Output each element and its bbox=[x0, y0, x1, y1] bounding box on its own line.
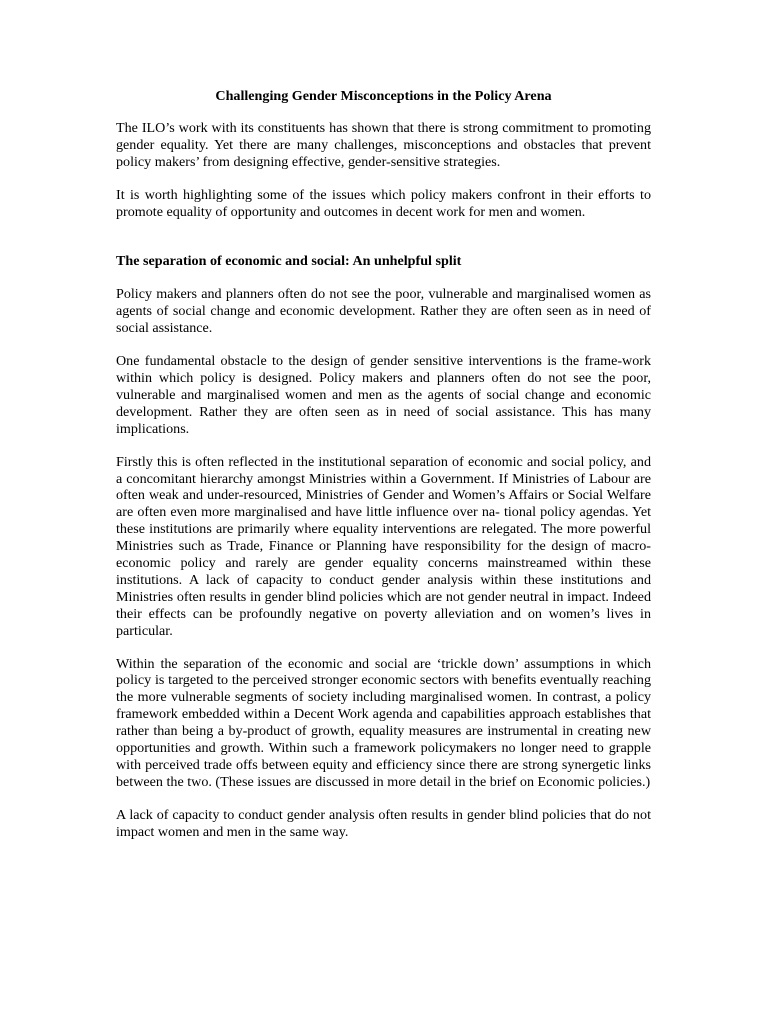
intro-paragraph-1: The ILO’s work with its constituents has shown that there is strong commitment to promoting gender equality. Yet there are many challenges, misconceptions and obstacles that prevent policy makers’ from designing effective, gender-sensitive strategies. bbox=[116, 119, 651, 170]
section-paragraph-5: A lack of capacity to conduct gender analysis often results in gender blind policies that do not impact women and men in the same way. bbox=[116, 806, 651, 840]
intro-paragraph-2: It is worth highlighting some of the issues which policy makers confront in their efforts to promote equality of opportunity and outcomes in decent work for men and women. bbox=[116, 186, 651, 220]
document-title: Challenging Gender Misconceptions in the Policy Arena bbox=[215, 88, 552, 104]
document-page bbox=[116, 88, 651, 857]
section-paragraph-4: Within the separation of the economic and social are ‘trickle down’ assumptions in which policy is targeted to the perceived stronger economic sectors with benefits eventually reaching the more vulnerable segments of society including marginalised women. In contrast, a policy framework embedded within a Decent Work agenda and capabilities approach establishes that rather than being a by-product of growth, equality measures are instrumental in creating new opportunities and growth. Within such a framework policymakers no longer need to grapple with perceived trade offs between equity and efficiency since there are strong synergetic links between the two. (These issues are discussed in more detail in the brief on Economic policies.) bbox=[116, 655, 651, 790]
section-paragraph-2: One fundamental obstacle to the design of gender sensitive interventions is the frame-work within which policy is designed. Policy makers and planners often do not see the poor, vulnerable and marginalised women and men as the agents of social change and economic development. Rather they are often seen as in need of social assistance. This has many implications. bbox=[116, 353, 651, 437]
section-paragraph-1: Policy makers and planners often do not see the poor, vulnerable and marginalised women as agents of social change and economic development. Rather they are often seen as in need of social assistance. bbox=[116, 286, 651, 337]
section-heading: The separation of economic and social: An unhelpful split bbox=[116, 253, 462, 270]
section-paragraph-3: Firstly this is often reflected in the institutional separation of economic and social policy, and a concomitant hierarchy amongst Ministries within a Government. If Ministries of Labour are often weak and under-resourced, Ministries of Gender and Women’s Affairs or Social Welfare are often even more marginalised and have little influence over na- tional policy agendas. Yet these institutions are primarily where equality interventions are relegated. The more powerful Ministries such as Trade, Finance or Planning have responsibility for the design of macro-economic policy and rarely are gender equality concerns mainstreamed within these institutions. A lack of capacity to conduct gender analysis within these institutions and Ministries often results in gender blind policies which are not gender neutral in impact. Indeed their effects can be profoundly negative on poverty alleviation and on women’s lives in particular. bbox=[116, 453, 651, 639]
